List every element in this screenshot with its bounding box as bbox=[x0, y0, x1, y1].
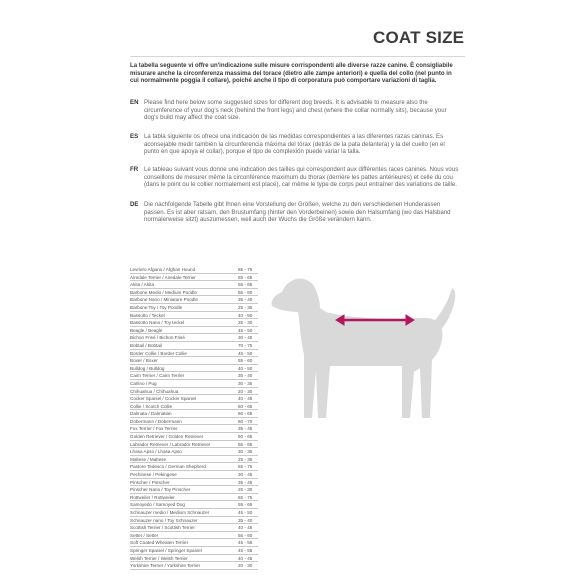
breed-name: Border Collie / Border Collie bbox=[130, 350, 187, 356]
lang-block-fr bbox=[130, 166, 460, 189]
breed-size: 65 - 75 bbox=[238, 267, 253, 272]
table-row bbox=[130, 296, 258, 304]
lang-block-en bbox=[130, 99, 460, 122]
table-row bbox=[130, 479, 258, 487]
breed-name: Schnauzer nano / Toy Schnauzer bbox=[130, 517, 198, 523]
table-row bbox=[130, 365, 258, 373]
breed-name: Barbone Toy / Toy Poodle bbox=[130, 304, 183, 310]
breed-size: 45 - 55 bbox=[238, 540, 253, 546]
breed-size: 25 - 35 bbox=[238, 304, 253, 310]
breed-name: Pastore Tedesco / German Shepherd bbox=[130, 464, 206, 470]
table-row bbox=[130, 441, 258, 449]
breed-name: Soft Coated Wheaten Terrier bbox=[130, 540, 189, 546]
table-row bbox=[130, 342, 258, 350]
breed-name: Maltese / Maltese bbox=[130, 456, 166, 462]
breed-name: Boxer / Boxer bbox=[130, 358, 158, 364]
breed-name: Golden Retriever / Golden Retriever bbox=[130, 434, 204, 440]
table-row bbox=[130, 312, 258, 320]
breed-name: Labrador Retriever / Labrador Retriever bbox=[130, 441, 211, 447]
table-row bbox=[130, 388, 258, 396]
breed-size: 55 - 60 bbox=[238, 289, 253, 295]
dog-silhouette-illustration bbox=[268, 268, 458, 438]
breed-name: Pinscher / Pinscher bbox=[130, 479, 170, 485]
breed-name: Bassotto / Teckel bbox=[130, 312, 165, 318]
breed-size: 25 - 30 bbox=[238, 487, 253, 493]
lang-text: Le tableau suivant vous donne une indication des tailles qui correspondent aux différentes races canines. Nous vous conseillons de mesurer même la circonférence maximum du thorax (derrière les pattes antérieures) et celle du cou (dans le point ou le collier normalement est placé), car même le type de corps peut entraîner des variations de taille. bbox=[144, 166, 459, 189]
table-row bbox=[130, 289, 258, 297]
breed-size: 35 - 40 bbox=[238, 373, 253, 379]
breed-name: Setter / Setter bbox=[130, 532, 159, 538]
lang-text: Die nachfolgende Tabelle gibt Ihnen eine Vorstellung der Größen, welche zu den verschiedenen Hunderassen passen. Es ist aber ratsam, den Brustumfang (hinter den Vorderbeinen) sowie den Halsumfang (wo das Halsband normalerweise sitzt) auszumessen, weil auch der Wuchs die Größe verändern kann. bbox=[144, 201, 451, 224]
breed-name: Pechinese / Pekingese bbox=[130, 472, 177, 478]
table-row bbox=[130, 281, 258, 289]
breed-size: 60 - 65 bbox=[238, 403, 253, 409]
breed-size: 40 - 50 bbox=[238, 365, 253, 371]
table-row bbox=[130, 539, 258, 547]
breed-size: 60 - 70 bbox=[238, 418, 253, 424]
breed-size: 20 - 30 bbox=[238, 563, 253, 569]
breed-name: Yorkshire Terrier / Yorkshire Terrier bbox=[130, 563, 201, 569]
lang-code: DE bbox=[130, 201, 139, 208]
breed-name: Samoyedo / Samoyed Dog bbox=[130, 502, 185, 508]
lang-code: EN bbox=[130, 99, 139, 106]
table-row bbox=[130, 509, 258, 517]
table-row bbox=[130, 433, 258, 441]
table-row bbox=[130, 448, 258, 456]
breed-name: Welsh Terrier / Welsh Terrier bbox=[130, 555, 188, 561]
breed-size: 30 - 35 bbox=[238, 449, 253, 455]
lang-block-de bbox=[130, 201, 460, 224]
breed-name: Barbone Medio / Medium Poodle bbox=[130, 289, 197, 295]
breed-name: Bichon Frisé / Bichon Frisé bbox=[130, 335, 185, 341]
breed-name: Dobermann / Dobermann bbox=[130, 418, 182, 424]
breed-size: 45 - 55 bbox=[238, 547, 253, 553]
lang-code: FR bbox=[130, 166, 139, 173]
table-row bbox=[130, 524, 258, 532]
breed-name: Dalmata / Dalmatian bbox=[130, 411, 172, 417]
breed-name: Cocker Spaniel / Cocker Spaniel bbox=[130, 396, 197, 402]
breed-size: 60 - 65 bbox=[238, 411, 253, 417]
breed-size: 55 - 65 bbox=[238, 502, 253, 508]
breed-size: 25 - 30 bbox=[238, 320, 253, 326]
breed-name: Beagle / Beagle bbox=[130, 327, 163, 333]
intro-paragraph: La tabella seguente vi offre un'indicazione sulle misure corrispondenti alle diverse razze canine. È consigliabile misurare anche la circonferenza massima del torace (dietro alle zampe anteriori) e quella del collo (nel punto in cui normalmente poggia il collare), poiché anche il tipo di corporatura può comportare variazioni di taglia. bbox=[130, 62, 453, 85]
breed-size: 40 - 45 bbox=[238, 555, 253, 561]
breed-name: Akita / Akita bbox=[130, 282, 155, 288]
breed-name: Scottish Terrier / Scottish Terrier bbox=[130, 525, 195, 531]
breed-size: 30 - 35 bbox=[238, 380, 253, 386]
header-divider bbox=[130, 56, 465, 57]
table-row bbox=[130, 395, 258, 403]
table-row bbox=[130, 357, 258, 365]
breed-name: Bulldog / Bulldog bbox=[130, 365, 165, 371]
table-row bbox=[130, 410, 258, 418]
breed-size: 25 - 35 bbox=[238, 456, 253, 462]
table-row bbox=[130, 266, 258, 274]
breed-size: 55 - 60 bbox=[238, 532, 253, 538]
page-title: COAT SIZE bbox=[373, 28, 465, 47]
table-row bbox=[130, 494, 258, 502]
table-row bbox=[130, 327, 258, 335]
breed-size: 30 - 40 bbox=[238, 335, 253, 341]
breed-name: Fox Terrier / Fox Terrier bbox=[130, 426, 178, 432]
breed-name: Schnauzer medio / Medium Schnauzer bbox=[130, 510, 210, 515]
breed-name: Lhasa Apso / Lhasa Apso bbox=[130, 449, 182, 455]
table-row bbox=[130, 532, 258, 540]
breed-name: Bassotto Nano / Toy teckel bbox=[130, 320, 185, 326]
breed-size-table bbox=[130, 266, 258, 570]
table-row bbox=[130, 547, 258, 555]
breed-size: 45 - 50 bbox=[238, 510, 253, 515]
breed-size: 65 - 75 bbox=[238, 494, 253, 500]
lang-text: La tabla siguiente os ofrece una indicación de las medidas correspondientes a las diferentes razas caninas. Es aconsejable medir también la circunferencia máxima del tórax (detrás de la pata delantera) y la del cuello (en el punto en que apoya el collar), porque el tipo de complexión puede variar la talla. bbox=[144, 133, 445, 156]
breed-size: 45 - 50 bbox=[238, 327, 253, 333]
table-row bbox=[130, 334, 258, 342]
lang-text: Please find here below some suggested sizes for different dog breeds. It is advisable to measure also the circumference of your dog's neck (behind the front legs) and chest (where the collar normally sits), because your dog's build may affect the coat size. bbox=[144, 99, 447, 122]
table-row bbox=[130, 555, 258, 563]
table-row bbox=[130, 304, 258, 312]
table-row bbox=[130, 517, 258, 525]
table-row bbox=[130, 372, 258, 380]
breed-size: 55 - 65 bbox=[238, 441, 253, 447]
breed-name: Chihuahua / Chihuahua bbox=[130, 388, 179, 394]
table-row bbox=[130, 380, 258, 388]
dog-body bbox=[272, 279, 443, 418]
breed-size: 70 - 75 bbox=[238, 342, 253, 348]
breed-size: 40 - 50 bbox=[238, 312, 253, 318]
breed-name: Bobtail / Bobtail bbox=[130, 342, 162, 348]
breed-name: Levriero Afgano / Afghan Hound bbox=[130, 267, 196, 272]
lang-code: ES bbox=[130, 133, 139, 140]
table-row bbox=[130, 486, 258, 494]
breed-name: Collie / Scotch Collie bbox=[130, 403, 173, 409]
table-row bbox=[130, 456, 258, 464]
breed-name: Carlino / Pug bbox=[130, 380, 157, 386]
table-row bbox=[130, 425, 258, 433]
breed-size: 65 - 75 bbox=[238, 464, 253, 470]
table-row bbox=[130, 501, 258, 509]
breed-size: 40 - 45 bbox=[238, 396, 253, 402]
table-row bbox=[130, 463, 258, 471]
breed-size: 35 - 40 bbox=[238, 517, 253, 523]
breed-name: Airedale Terrier / Airedale Terrier bbox=[130, 274, 196, 280]
lang-block-es bbox=[130, 133, 460, 156]
breed-size: 60 - 65 bbox=[238, 434, 253, 440]
breed-size: 35 - 45 bbox=[238, 426, 253, 432]
breed-size: 30 - 45 bbox=[238, 472, 253, 478]
table-row bbox=[130, 319, 258, 327]
dog-tail bbox=[432, 288, 455, 334]
breed-size: 55 - 60 bbox=[238, 358, 253, 364]
breed-size: 55 - 65 bbox=[238, 274, 253, 280]
table-row bbox=[130, 350, 258, 358]
breed-size: 35 - 40 bbox=[238, 297, 253, 303]
breed-size: 20 - 30 bbox=[238, 388, 253, 394]
breed-name: Pinscher Nano / Toy Pinscher bbox=[130, 487, 191, 493]
table-row bbox=[130, 403, 258, 411]
breed-name: Rottweiler / Rottweiler bbox=[130, 494, 175, 500]
breed-size: 35 - 45 bbox=[238, 479, 253, 485]
table-row bbox=[130, 471, 258, 479]
breed-size: 55 - 65 bbox=[238, 282, 253, 288]
breed-size: 40 - 45 bbox=[238, 525, 253, 531]
breed-name: Springer Spaniel / Springer Spaniel bbox=[130, 547, 202, 553]
breed-name: Barbone Nano / Miniature Poodle bbox=[130, 297, 198, 303]
breed-size: 45 - 50 bbox=[238, 350, 253, 356]
table-row bbox=[130, 562, 258, 570]
table-row bbox=[130, 418, 258, 426]
table-row bbox=[130, 274, 258, 282]
breed-name: Cairn Terrier / Cairn Terrier bbox=[130, 373, 185, 379]
